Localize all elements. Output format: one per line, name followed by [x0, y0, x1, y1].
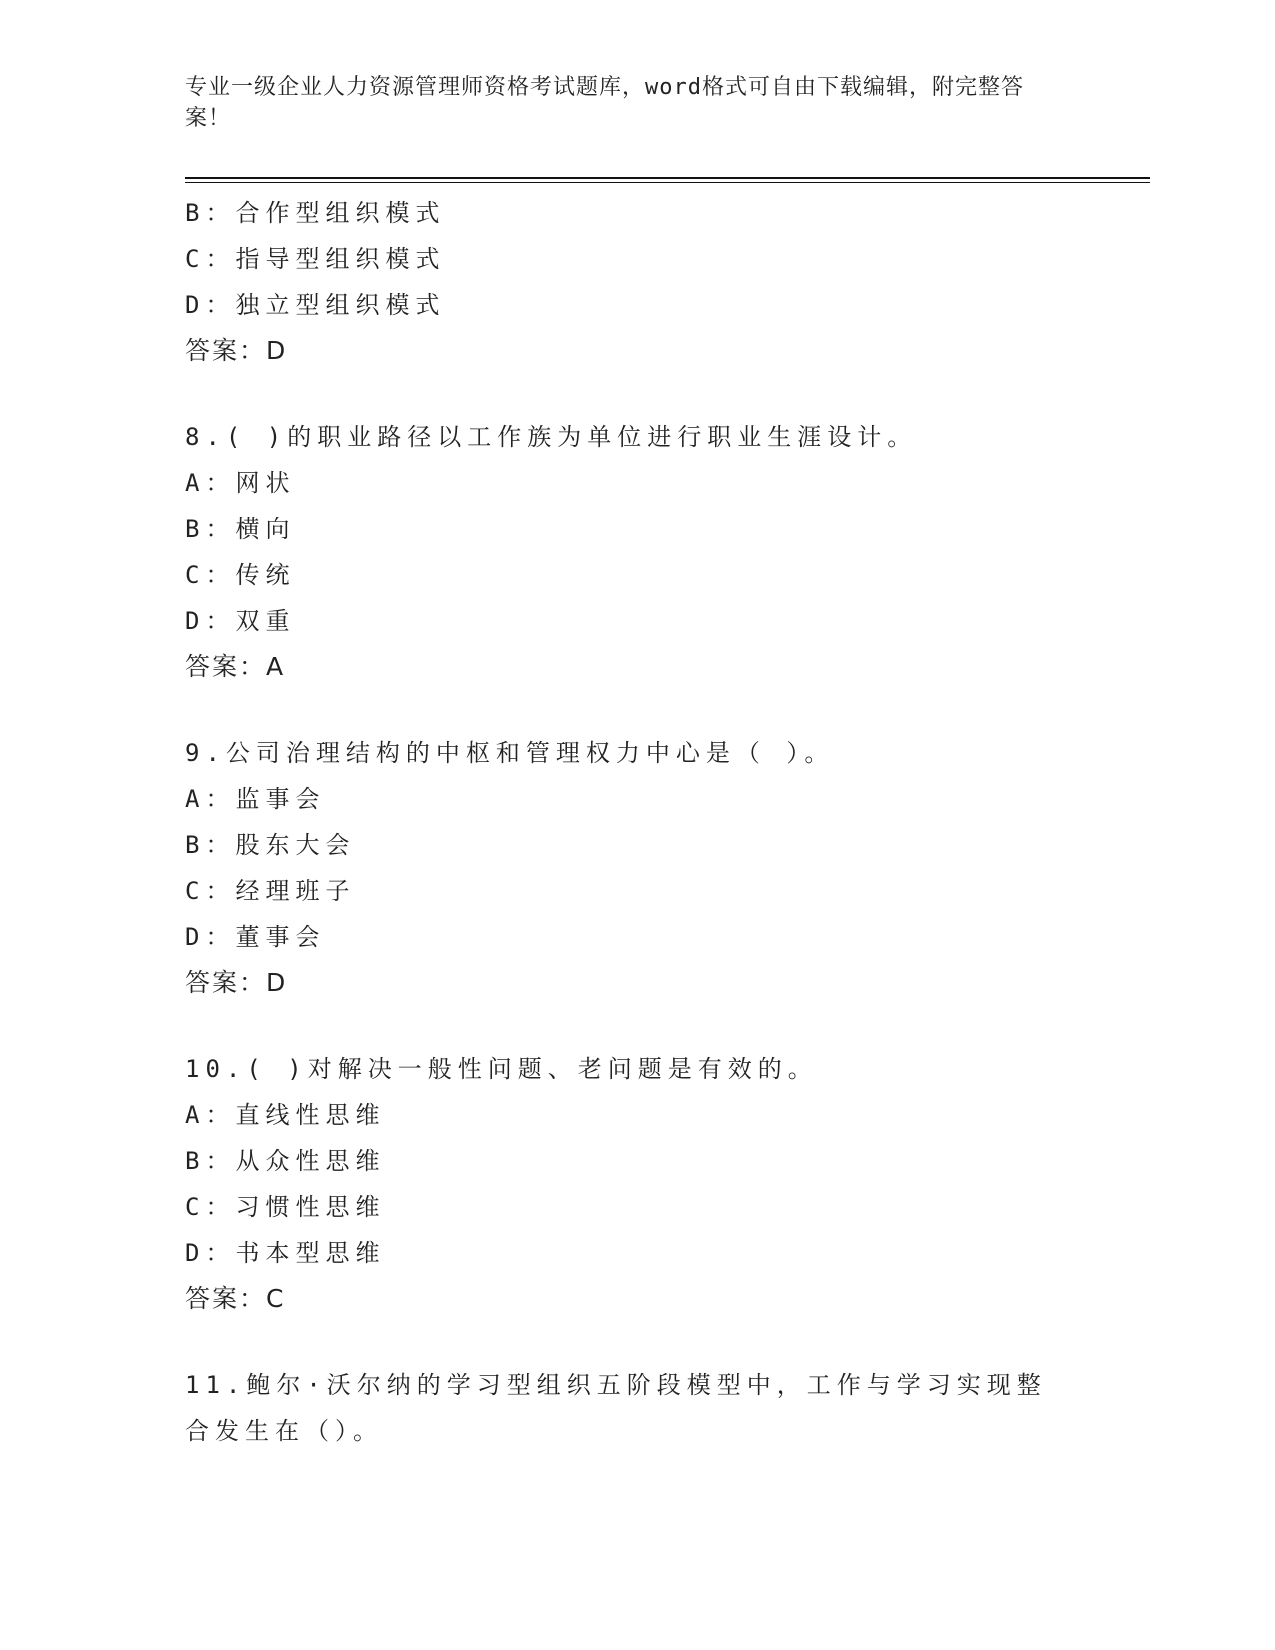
- answer-line: 答案：C: [185, 1284, 286, 1313]
- header-rule-bottom: [185, 182, 1150, 183]
- question-text: 10.( )对解决一般性问题、老问题是有效的。: [185, 1055, 818, 1083]
- option-c: C：习惯性思维: [185, 1193, 386, 1221]
- document-header: 专业一级企业人力资源管理师资格考试题库，word格式可自由下载编辑，附完整答案！: [185, 75, 1024, 131]
- option-d: D：双重: [185, 607, 296, 635]
- answer-line: 答案：D: [185, 336, 288, 365]
- question-block-11: [185, 1362, 1085, 1454]
- question-block-9: [185, 730, 1085, 1006]
- option-c: C：指导型组织模式: [185, 245, 446, 273]
- question-block-8: [185, 414, 1085, 690]
- option-b: B：横向: [185, 515, 296, 543]
- answer-line: 答案：D: [185, 968, 288, 997]
- option-c: C：传统: [185, 561, 296, 589]
- option-d: D：独立型组织模式: [185, 291, 446, 319]
- option-b: B：合作型组织模式: [185, 199, 446, 227]
- option-d: D：书本型思维: [185, 1239, 386, 1267]
- option-a: A：监事会: [185, 785, 326, 813]
- question-text: 11.鲍尔·沃尔纳的学习型组织五阶段模型中，工作与学习实现整合发生在（）。: [185, 1371, 1047, 1445]
- option-a: A：直线性思维: [185, 1101, 386, 1129]
- option-a: A：网状: [185, 469, 296, 497]
- question-text: 8.( )的职业路径以工作族为单位进行职业生涯设计。: [185, 423, 918, 451]
- question-block-7: [185, 190, 1085, 374]
- answer-line: 答案：A: [185, 652, 286, 681]
- option-b: B：从众性思维: [185, 1147, 386, 1175]
- option-b: B：股东大会: [185, 831, 356, 859]
- header-rule-top: [185, 177, 1150, 179]
- question-block-10: [185, 1046, 1085, 1322]
- question-list: [185, 190, 1085, 1454]
- option-c: C：经理班子: [185, 877, 356, 905]
- option-d: D：董事会: [185, 923, 326, 951]
- question-text: 9.公司治理结构的中枢和管理权力中心是（ ）。: [185, 739, 835, 767]
